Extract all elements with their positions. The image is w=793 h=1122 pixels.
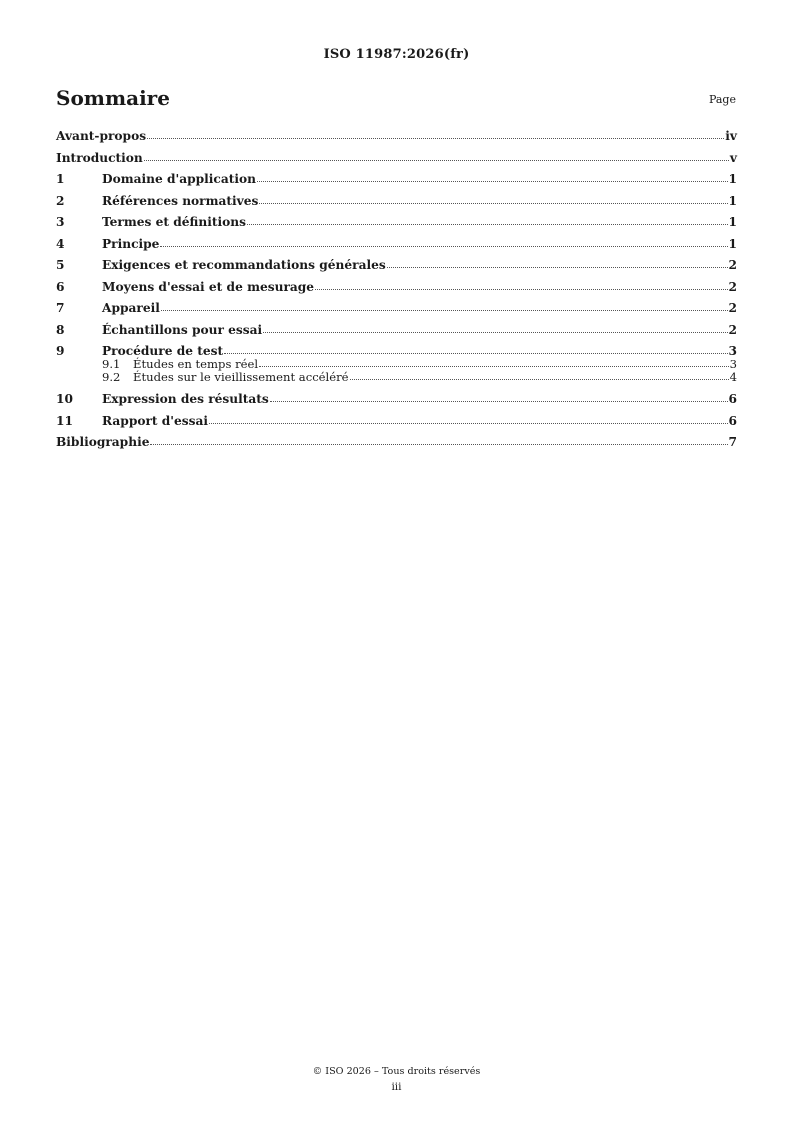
toc-entry-label: Exigences et recommandations générales <box>102 258 386 272</box>
toc-entry-page: 6 <box>728 413 737 428</box>
toc-entry-page: 6 <box>728 392 737 407</box>
toc-entry-page: 1 <box>728 193 737 208</box>
toc-entry-number: 9.1 <box>102 357 121 371</box>
toc-entry-page: iv <box>725 129 737 143</box>
toc-entry-page: 1 <box>728 172 737 186</box>
toc-entry-page: 2 <box>728 258 737 272</box>
page-column-label: Page <box>708 93 736 106</box>
toc-entry-label: Appareil <box>102 301 160 315</box>
toc-entry-number: 9 <box>56 344 65 358</box>
toc-entry-label: Moyens d'essai et de mesurage <box>102 279 315 294</box>
toc-entry-number: 6 <box>56 279 65 294</box>
toc-entry-foreword[interactable] <box>56 129 737 143</box>
toc-entry-number: 11 <box>56 413 73 428</box>
toc-entry-page: 2 <box>728 279 737 294</box>
leader-dots <box>160 245 727 247</box>
toc-entry-8[interactable] <box>56 323 737 337</box>
leader-dots <box>259 202 727 204</box>
leader-dots <box>144 159 729 161</box>
toc-entry-page: 1 <box>728 215 737 229</box>
document-code: ISO 11987:2026(fr) <box>323 47 470 62</box>
toc-entry-number: 5 <box>56 258 65 272</box>
toc-entry-introduction[interactable] <box>56 151 737 165</box>
toc-entry-11[interactable] <box>56 414 737 428</box>
toc-entry-number: 1 <box>56 172 65 186</box>
title-row <box>56 86 736 114</box>
toc-entry-label: Études en temps réel <box>133 357 259 371</box>
toc-entry-bibliography[interactable] <box>56 435 737 449</box>
toc-entry-2[interactable] <box>56 194 737 208</box>
leader-dots <box>350 378 729 380</box>
copyright-notice: © ISO 2026 – Tous droits réservés <box>312 1066 481 1077</box>
leader-dots <box>257 180 728 182</box>
leader-dots <box>263 331 727 333</box>
leader-dots <box>259 365 729 367</box>
leader-dots <box>270 400 728 402</box>
toc-entry-page: 3 <box>728 344 737 358</box>
toc-entry-page: 4 <box>729 370 737 385</box>
toc-entry-label: Expression des résultats <box>102 392 269 407</box>
toc-entry-page: 3 <box>729 357 737 371</box>
toc-entry-number: 2 <box>56 193 65 208</box>
page-title: Sommaire <box>56 86 170 110</box>
leader-dots <box>147 137 724 139</box>
toc-entry-label: Avant-propos <box>56 129 147 143</box>
toc-entry-label: Procédure de test <box>102 344 224 358</box>
toc-entry-number: 10 <box>56 392 73 407</box>
toc-entry-label: Études sur le vieillissement accéléré <box>133 370 349 385</box>
toc-entry-label: Principe <box>102 236 160 251</box>
toc-entry-number: 8 <box>56 322 65 337</box>
toc-entry-6[interactable] <box>56 280 737 294</box>
toc-entry-label: Bibliographie <box>56 435 150 450</box>
toc-entry-number: 7 <box>56 301 65 315</box>
toc-entry-page: 2 <box>728 322 737 337</box>
toc-entry-label: Échantillons pour essai <box>102 322 263 337</box>
leader-dots <box>224 352 727 354</box>
toc-entry-3[interactable] <box>56 215 737 229</box>
toc-entry-4[interactable] <box>56 237 737 251</box>
toc-entry-label: Domaine d'application <box>102 172 256 186</box>
toc-entry-number: 3 <box>56 215 65 229</box>
leader-dots <box>387 266 728 268</box>
toc-entry-9[interactable] <box>56 344 737 358</box>
toc-entry-9-1[interactable] <box>56 358 737 371</box>
toc-entry-label: Références normatives <box>102 193 259 208</box>
leader-dots <box>161 309 728 311</box>
toc-entry-page: v <box>729 150 737 165</box>
toc-entry-7[interactable] <box>56 301 737 315</box>
table-of-contents <box>56 129 737 457</box>
page-number: iii <box>391 1081 402 1093</box>
toc-entry-label: Introduction <box>56 150 143 165</box>
leader-dots <box>247 223 728 225</box>
toc-entry-label: Termes et définitions <box>102 215 246 229</box>
toc-entry-1[interactable] <box>56 172 737 186</box>
toc-entry-number: 4 <box>56 236 65 251</box>
toc-entry-5[interactable] <box>56 258 737 272</box>
toc-entry-page: 1 <box>728 236 737 251</box>
toc-entry-page: 2 <box>728 301 737 315</box>
toc-entry-10[interactable] <box>56 392 737 406</box>
toc-entry-number: 9.2 <box>102 370 121 385</box>
toc-entry-9-2[interactable] <box>56 371 737 384</box>
leader-dots <box>315 288 727 290</box>
leader-dots <box>209 422 727 424</box>
toc-entry-page: 7 <box>728 435 737 450</box>
leader-dots <box>150 443 727 445</box>
toc-entry-label: Rapport d'essai <box>102 413 209 428</box>
